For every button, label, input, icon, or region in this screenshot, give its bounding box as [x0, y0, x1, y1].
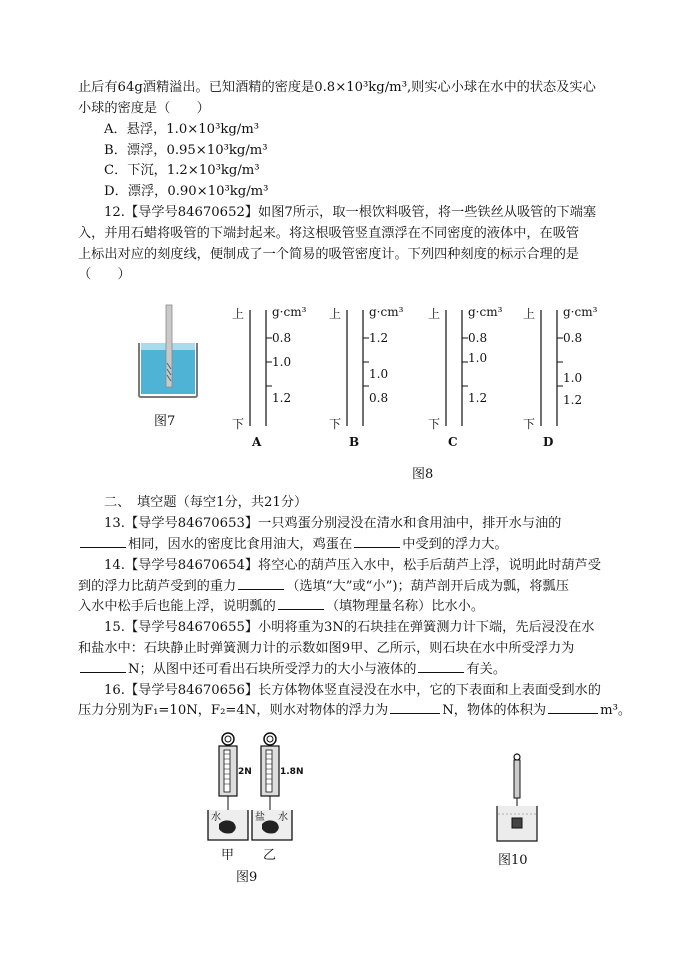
scale-bottom-label: 下: [523, 417, 536, 431]
figure-9-spring-scales: [205, 732, 315, 867]
figure-10-scale-beaker: [494, 752, 540, 844]
scale-bottom-label: 下: [329, 417, 342, 431]
right-figure-label: 乙: [263, 848, 277, 863]
q14-line3: 入水中松手后也能上浮，说明瓢的 （填物理量名称）比水小。: [78, 599, 485, 614]
scale-unit: g·cm³: [468, 305, 503, 319]
q16-line2: 压力分别为F₁=10N，F₂=4N，则水对物体的浮力为 N，物体的体积为 m³。: [78, 703, 632, 718]
figure-9-caption: 图9: [236, 870, 258, 885]
scale-top-label: 上: [428, 307, 441, 321]
right-liquid-label-a: 盐: [255, 812, 265, 823]
tick-label: 0.8: [563, 331, 583, 345]
scale-unit: g·cm³: [369, 305, 404, 319]
q15-line2: 和盐水中：石块静止时弹簧测力计的示数如图9甲、乙所示，则石块在水中所受浮力为: [78, 641, 575, 656]
answer-blank[interactable]: [548, 702, 598, 714]
q13-line1: 13.【导学号84670653】一只鸡蛋分别浸没在清水和食用油中，排开水与油的: [104, 516, 562, 531]
scale-bottom-label: 下: [428, 417, 441, 431]
right-scale-reading: 1.8N: [280, 767, 304, 777]
q11-option-c: C．下沉，1.2×10³kg/m³: [104, 163, 260, 178]
answer-blank[interactable]: [80, 536, 126, 548]
figure-7-caption: 图7: [154, 414, 176, 429]
left-figure-label: 甲: [221, 848, 235, 863]
q12-line2: 入，并用石蜡将吸管的下端封起来。将这根吸管竖直漂浮在不同密度的液体中，在吸管: [78, 226, 580, 241]
answer-blank[interactable]: [80, 661, 126, 673]
scale-top-label: 上: [329, 307, 342, 321]
right-liquid-label-b: 水: [278, 812, 288, 823]
scale-top-label: 上: [523, 307, 536, 321]
q15-line3: N；从图中还可看出石块所受浮力的大小与液体的 有关。: [78, 661, 506, 679]
figure-8-scale-b: [329, 302, 409, 450]
q12-line1: 12.【导学号84670652】如图7所示，取一根饮料吸管，将一些铁丝从吸管的下端塞: [104, 205, 597, 220]
tick-label: 1.2: [272, 391, 292, 405]
answer-blank[interactable]: [418, 661, 464, 673]
figure-8-caption: 图8: [412, 467, 434, 482]
q14-line2: 到的浮力比葫芦受到的重力 （选填“大”或“小”)；葫芦剖开后成为瓢，将瓢压: [78, 579, 569, 594]
left-scale-reading: 2N: [238, 767, 252, 777]
left-liquid-label: 水: [211, 812, 221, 823]
q12-line3: 上标出对应的刻度线，便制成了一个简易的吸管密度计。下列四种刻度的标示合理的是: [78, 247, 580, 262]
q13-line2: 相同，因水的密度比食用油大，鸡蛋在 中受到的浮力大。: [78, 536, 508, 554]
tick-label: 1.0: [468, 351, 488, 365]
tick-label: 1.2: [369, 331, 389, 345]
q12-line4: （ ）: [78, 267, 131, 282]
scale-letter: C: [448, 435, 458, 449]
answer-blank[interactable]: [354, 536, 400, 548]
tick-label: 0.8: [272, 331, 292, 345]
figure-8-scale-c: [428, 302, 508, 450]
figure-8-scale-a: [232, 302, 312, 450]
scale-unit: g·cm³: [272, 305, 307, 319]
figure-10-caption: 图10: [498, 853, 528, 868]
scale-bottom-label: 下: [232, 417, 245, 431]
q11-option-d: D．漂浮，0.90×10³kg/m³: [104, 184, 269, 199]
figure-7-beaker: [138, 305, 200, 400]
scale-letter: A: [252, 435, 262, 449]
answer-blank[interactable]: [390, 702, 440, 714]
q11-option-a: A．悬浮，1.0×10³kg/m³: [104, 122, 260, 137]
section-2-heading: 二、 填空题（每空1分，共21分）: [104, 495, 308, 510]
q15-line1: 15.【导学号84670655】小明将重为3N的石块挂在弹簧测力计下端，先后浸没在水: [104, 620, 595, 635]
scale-top-label: 上: [232, 307, 245, 321]
figure-8-scale-d: [523, 302, 603, 450]
tick-label: 1.0: [272, 355, 292, 369]
answer-blank[interactable]: [278, 598, 324, 610]
q11-option-b: B．漂浮，0.95×10³kg/m³: [104, 143, 268, 158]
tick-label: 1.0: [369, 367, 389, 381]
scale-letter: D: [543, 435, 554, 449]
tick-label: 0.8: [468, 331, 488, 345]
tick-label: 1.0: [563, 371, 583, 385]
tick-label: 0.8: [369, 391, 389, 405]
scale-letter: B: [349, 435, 360, 449]
tick-label: 1.2: [563, 393, 583, 407]
q11-line1: 止后有64g酒精溢出。已知酒精的密度是0.8×10³kg/m³,则实心小球在水中的状态及实心: [78, 80, 596, 95]
tick-label: 1.2: [468, 391, 488, 405]
scale-unit: g·cm³: [563, 305, 598, 319]
q16-line1: 16.【导学号84670656】长方体物体竖直浸没在水中，它的下表面和上表面受到水的: [104, 683, 601, 698]
q11-line2: 小球的密度是（ ）: [78, 101, 210, 116]
q14-line1: 14.【导学号84670654】将空心的葫芦压入水中，松手后葫芦上浮，说明此时葫芦受: [104, 558, 601, 573]
answer-blank[interactable]: [238, 578, 284, 590]
